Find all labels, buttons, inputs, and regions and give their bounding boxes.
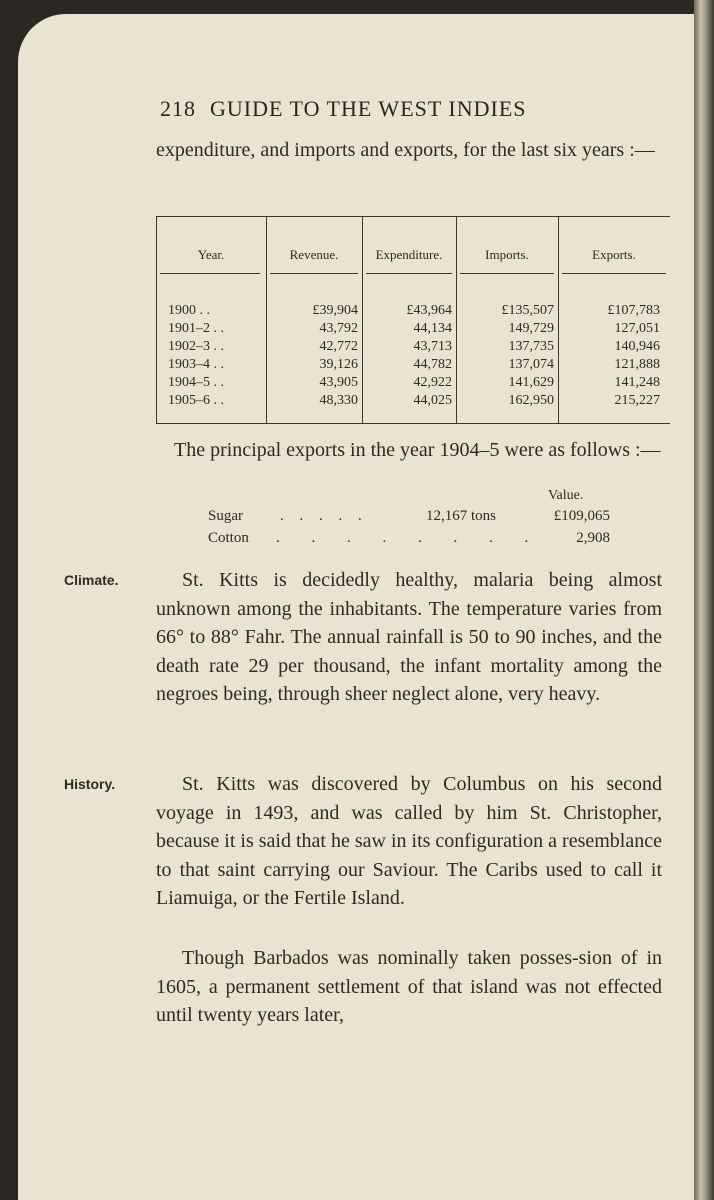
running-header bbox=[160, 96, 527, 122]
cell-exports: 140,946 bbox=[614, 339, 660, 354]
col-header-year: Year. bbox=[197, 247, 225, 262]
cell-year: 1903–4 . . bbox=[168, 357, 224, 372]
col-header-revenue: Revenue. bbox=[289, 247, 339, 262]
export-quantity: 12,167 tons bbox=[426, 508, 497, 524]
col-header-exports: Exports. bbox=[592, 247, 636, 262]
closing-paragraph: Though Barbados was nominally taken posses-sion of in 1605, a permanent settlement of that island was not effected until twenty years later, bbox=[156, 947, 662, 1026]
header-underline bbox=[270, 273, 358, 274]
export-leader: . . . . . . . . bbox=[276, 530, 543, 546]
header-underline bbox=[460, 273, 554, 274]
cell-year: 1904–5 . . bbox=[168, 375, 224, 390]
history-paragraph: St. Kitts was discovered by Columbus on his second voyage in 1493, and was called by him St. Christopher, because it is said that he saw in its configuration a resemblance to that saint carrying our Saviour. The Caribs used to call it Liamuiga, or the Fertile Island. bbox=[156, 773, 662, 909]
book-page bbox=[18, 14, 694, 1200]
header-underline bbox=[366, 273, 452, 274]
intro-paragraph: expenditure, and imports and exports, for the last six years :— bbox=[156, 139, 655, 161]
cell-exports: £107,783 bbox=[607, 303, 660, 318]
export-leader: . . . . . bbox=[280, 508, 368, 524]
cell-exports: 141,248 bbox=[614, 375, 660, 390]
cell-revenue: 42,772 bbox=[319, 339, 358, 354]
cell-expenditure: 42,922 bbox=[413, 375, 452, 390]
cell-imports: 137,074 bbox=[508, 357, 554, 372]
cell-exports: 121,888 bbox=[614, 357, 660, 372]
margin-label-history: History. bbox=[64, 776, 116, 792]
cell-revenue: £39,904 bbox=[312, 303, 358, 318]
cell-imports: 137,735 bbox=[508, 339, 554, 354]
cell-year: 1901–2 . . bbox=[168, 321, 224, 336]
book-spine bbox=[694, 0, 714, 1200]
cell-year: 1902–3 . . bbox=[168, 339, 224, 354]
cell-year: 1905–6 . . bbox=[168, 393, 224, 408]
cell-revenue: 39,126 bbox=[319, 357, 358, 372]
cell-expenditure: 44,025 bbox=[413, 393, 452, 408]
col-header-imports: Imports. bbox=[485, 247, 529, 262]
cell-expenditure: £43,964 bbox=[406, 303, 452, 318]
cell-revenue: 43,905 bbox=[319, 375, 358, 390]
cell-revenue: 48,330 bbox=[319, 393, 358, 408]
cell-exports: 215,227 bbox=[614, 393, 660, 408]
header-underline bbox=[160, 273, 260, 274]
cell-imports: 162,950 bbox=[508, 393, 554, 408]
cell-imports: £135,507 bbox=[501, 303, 554, 318]
cell-expenditure: 44,782 bbox=[413, 357, 452, 372]
cell-exports: 127,051 bbox=[614, 321, 660, 336]
finance-table bbox=[156, 216, 670, 424]
cell-expenditure: 44,134 bbox=[413, 321, 452, 336]
cell-expenditure: 43,713 bbox=[413, 339, 452, 354]
header-underline bbox=[562, 273, 666, 274]
climate-paragraph: St. Kitts is decidedly healthy, malaria being almost unknown among the inhabitants. The temperature varies from 66° to 88° Fahr. The annual rainfall is 50 to 90 inches, and the death rate 29 per thousand, the infant mortality among the negroes being, through sheer neglect alone, very heavy. bbox=[156, 569, 662, 705]
page-number: 218 bbox=[160, 96, 196, 121]
export-value: £109,065 bbox=[553, 508, 610, 524]
cell-imports: 149,729 bbox=[508, 321, 554, 336]
exports-intro: The principal exports in the year 1904–5 were as follows :— bbox=[174, 439, 661, 461]
value-header: Value. bbox=[548, 488, 584, 503]
margin-label-climate: Climate. bbox=[64, 572, 119, 588]
cell-imports: 141,629 bbox=[508, 375, 554, 390]
running-title: GUIDE TO THE WEST INDIES bbox=[210, 96, 527, 121]
export-value: 2,908 bbox=[576, 530, 610, 546]
background-strip bbox=[0, 0, 694, 14]
col-header-expenditure: Expenditure. bbox=[375, 247, 443, 262]
cell-year: 1900 . . bbox=[168, 303, 210, 318]
export-name: Cotton bbox=[208, 530, 249, 546]
cell-revenue: 43,792 bbox=[319, 321, 358, 336]
export-name: Sugar bbox=[208, 508, 243, 524]
